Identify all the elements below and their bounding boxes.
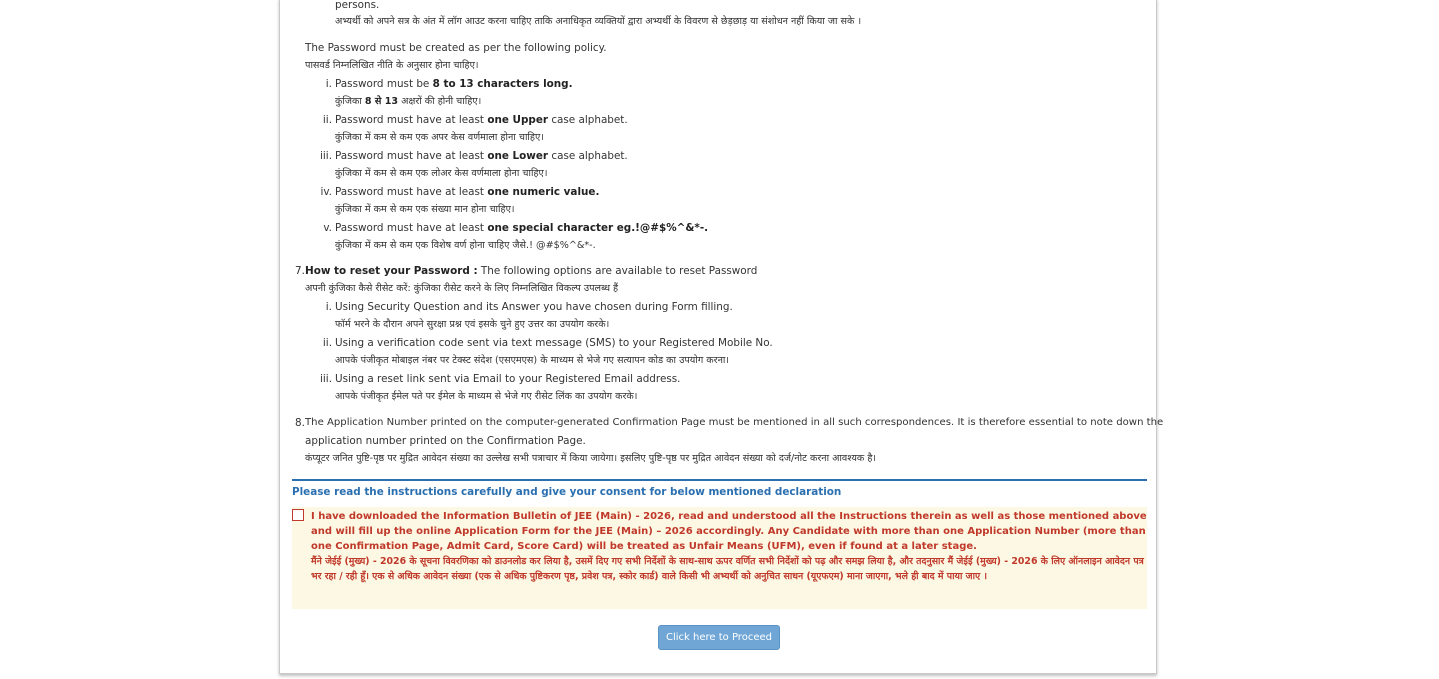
- rule-4-number: iv.: [320, 186, 332, 198]
- declaration-english: I have downloaded the Information Bulletin of JEE (Main) - 2026, read and understood all the Instructions therein as well as those mentioned above and will fill up the online Application Form for the JEE (Main) – 2026 accordingly. Any Candidate with more than one Application Number (more than one Confirmation Page, Admit Card, Score Card) will be treated as Unfair Means (UFM), even if found at a later stage.: [311, 511, 1147, 552]
- rule-5-number: v.: [323, 222, 332, 234]
- rule-5: Password must have at least one special character eg.!@#$%^&*-.: [335, 222, 709, 234]
- reset-option-1-hindi: फॉर्म भरने के दौरान अपने सुरक्षा प्रश्न एवं इसके चुने हुए उत्तर का उपयोग करके।: [335, 319, 610, 330]
- policy-intro: The Password must be created as per the following policy.: [305, 42, 607, 54]
- application-number-hindi: कंप्यूटर जनित पुष्टि-पृष्ठ पर मुद्रित आवेदन संख्या का उल्लेख सभी पत्राचार में किया जायेगा। इसलिए पुष्टि-पृष्ठ पर मुद्रित आवेदन संख्या को दर्ज/नोट करना आवश्यक है।: [305, 453, 877, 464]
- rule-2-number: ii.: [322, 114, 332, 126]
- rule-2-hindi: कुंजिका में कम से कम एक अपर केस वर्णमाला होना चाहिए।: [335, 132, 544, 143]
- rule-4: Password must have at least one numeric value.: [335, 186, 600, 198]
- policy-intro-hindi: पासवर्ड निम्नलिखित नीति के अनुसार होना चाहिए।: [305, 60, 479, 71]
- section-divider: [292, 479, 1147, 481]
- declaration-hindi: मैंने जेईई (मुख्य) - 2026 के सूचना विवरणिका को डाउनलोड कर लिया है, उसमें दिए गए सभी निर्देशों के साथ-साथ ऊपर वर्णित सभी निर्देशों को पढ़ और समझ लिया है, और तदनुसार मैं जेईई (मुख्य) - 2026 के लिए ऑनलाइन आवेदन पत्र भर रहा / रही हूँ। एक से अधिक आवेदन संख्या (एक से अधिक पुष्टिकरण पृष्ठ, प्रवेश पत्र, स्कोर कार्ड) वाले किसी भी अभ्यर्थी को अनुचित साधन (यूएफएम) माना जाएगा, भले ही बाद में पाया जाए ।: [311, 556, 1144, 582]
- rule-2: Password must have at least one Upper case alphabet.: [335, 114, 628, 126]
- rule-3: Password must have at least one Lower case alphabet.: [335, 150, 628, 162]
- reset-option-3-hindi: आपके पंजीकृत ईमेल पते पर ईमेल के माध्यम से भेजे गए रीसेट लिंक का उपयोग करके।: [335, 391, 638, 402]
- application-number-text-line1: The Application Number printed on the computer-generated Confirmation Page must be mentioned in all such correspondences. It is therefore essential to note down the: [305, 417, 1164, 428]
- instructions-panel: [279, 0, 1164, 674]
- application-number-section-number: 8.: [295, 417, 305, 429]
- reset-option-2: Using a verification code sent via text message (SMS) to your Registered Mobile No.: [335, 337, 773, 349]
- reset-option-2-number: ii.: [322, 337, 332, 349]
- rule-4-hindi: कुंजिका में कम से कम एक संख्या मान होना चाहिए।: [335, 204, 515, 215]
- proceed-button[interactable]: Click here to Proceed: [658, 625, 780, 650]
- rule-1-number: i.: [325, 78, 332, 90]
- reset-section-title: How to reset your Password : The following options are available to reset Password: [305, 265, 758, 277]
- rule-3-hindi: कुंजिका में कम से कम एक लोअर केस वर्णमाला होना चाहिए।: [335, 168, 548, 179]
- reset-section-number: 7.: [295, 265, 305, 277]
- rule-1-hindi: कुंजिका 8 से 13 अक्षरों की होनी चाहिए।: [335, 96, 482, 107]
- application-number-text-line2: application number printed on the Confirmation Page.: [305, 435, 586, 447]
- rule-5-hindi: कुंजिका में कम से कम एक विशेष वर्ण होना चाहिए जैसे.! @#$%^&*-.: [335, 240, 596, 251]
- declaration-text[interactable]: [311, 509, 1151, 584]
- reset-option-3: Using a reset link sent via Email to your Registered Email address.: [335, 373, 681, 385]
- reset-option-2-hindi: आपके पंजीकृत मोबाइल नंबर पर टेक्स्ट संदेश (एसएमएस) के माध्यम से भेजे गए सत्यापन कोड का उपयोग करना।: [335, 355, 730, 366]
- logout-hindi-text: अभ्यर्थी को अपने सत्र के अंत में लॉग आउट करना चाहिए ताकि अनाधिकृत व्यक्तियों द्वारा अभ्यर्थी के विवरण से छेड़छाड़ या संशोधन नहीं किया जा सके ।: [335, 16, 862, 27]
- persons-text: persons.: [335, 0, 380, 11]
- rule-1: Password must be 8 to 13 characters long.: [335, 78, 573, 90]
- reset-option-3-number: iii.: [320, 373, 332, 385]
- consent-heading: Please read the instructions carefully and give your consent for below mentioned declaration: [292, 486, 842, 498]
- reset-section-title-hindi: अपनी कुंजिका कैसे रीसेट करें: कुंजिका रीसेट करने के लिए निम्नलिखित विकल्प उपलब्ध हैं: [305, 283, 619, 294]
- reset-option-1-number: i.: [325, 301, 332, 313]
- reset-option-1: Using Security Question and its Answer you have chosen during Form filling.: [335, 301, 733, 313]
- consent-checkbox[interactable]: [292, 509, 304, 521]
- rule-3-number: iii.: [320, 150, 332, 162]
